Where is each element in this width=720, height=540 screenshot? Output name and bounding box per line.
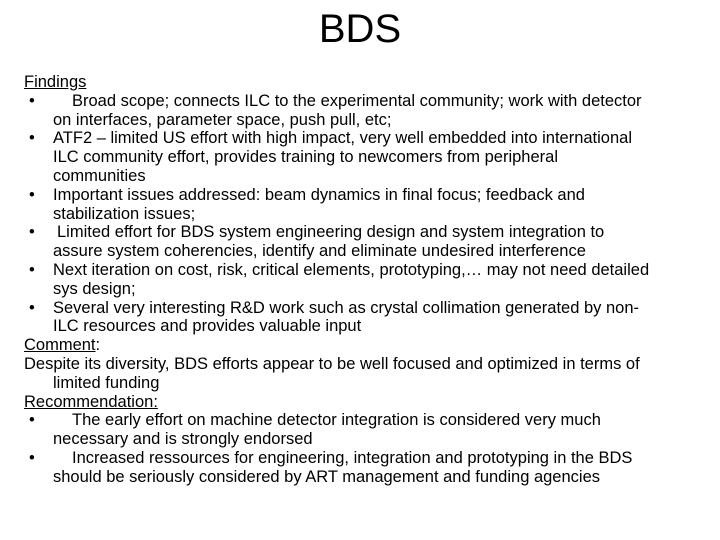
comment-text: Despite its diversity, BDS efforts appear to be well focused and optimized in terms of	[24, 354, 640, 373]
item-text-cont: stabilization issues;	[53, 204, 196, 223]
item-text-cont: sys design;	[53, 279, 136, 298]
findings-item	[24, 186, 714, 224]
bullet-icon: •	[29, 223, 35, 242]
findings-heading: Findings	[24, 73, 87, 91]
item-text-cont: necessary and is strongly endorsed	[53, 430, 313, 449]
item-text: Increased ressources for engineering, integration and prototyping in the BDS	[72, 448, 633, 467]
bullet-icon: •	[29, 91, 35, 110]
findings-item	[24, 223, 714, 261]
item-text: Several very interesting R&D work such as crystal collimation generated by non-	[53, 298, 640, 317]
item-text: Important issues addressed: beam dynamics in final focus; feedback and	[53, 185, 585, 204]
item-text-cont: on interfaces, parameter space, push pull, etc;	[53, 110, 392, 129]
comment-text-cont: limited funding	[53, 373, 160, 392]
item-text: The early effort on machine detector integration is considered very much	[72, 411, 601, 430]
findings-item	[24, 129, 714, 185]
recommendation-item	[24, 449, 714, 487]
item-text: ATF2 – limited US effort with high impact, very well embedded into international	[53, 129, 632, 148]
bullet-icon: •	[29, 448, 35, 467]
findings-item	[24, 261, 714, 299]
findings-item	[24, 299, 714, 337]
comment-heading: Comment	[24, 336, 96, 355]
bullet-icon: •	[29, 129, 35, 148]
slide-body	[24, 73, 714, 487]
item-text: Next iteration on cost, risk, critical elements, prototyping,… may not need detailed	[53, 260, 650, 279]
item-text-cont: should be seriously considered by ART management and funding agencies	[53, 467, 600, 486]
slide-title: BDS	[318, 7, 402, 51]
bullet-icon: •	[29, 260, 35, 279]
recommendation-heading: Recommendation:	[24, 392, 158, 411]
item-text-cont: ILC resources and provides valuable input	[53, 317, 362, 336]
item-text-cont: assure system coherencies, identify and eliminate undesired interference	[53, 242, 586, 261]
item-text: Limited effort for BDS system engineering design and system integration to	[57, 223, 605, 242]
comment-colon: :	[95, 336, 101, 355]
bullet-icon: •	[29, 185, 35, 204]
bullet-icon: •	[29, 411, 35, 430]
bullet-icon: •	[29, 298, 35, 317]
item-text: Broad scope; connects ILC to the experimental community; work with detector	[72, 91, 642, 110]
findings-item	[24, 92, 714, 130]
recommendation-item	[24, 411, 714, 449]
comment-line	[24, 336, 714, 355]
item-text-cont: ILC community effort, provides training to newcomers from peripheral communities	[53, 148, 558, 185]
